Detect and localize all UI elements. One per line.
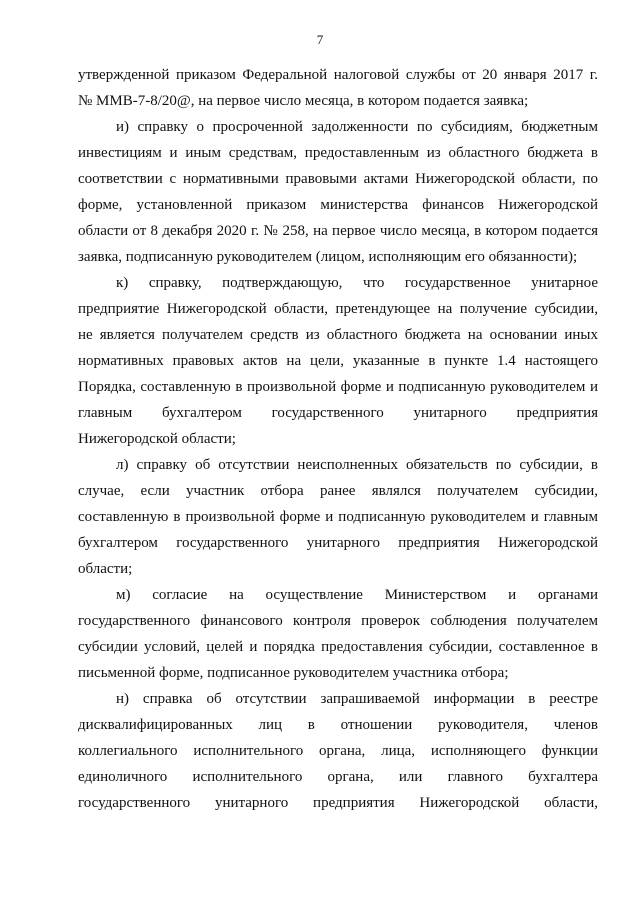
text-line: коллегиального исполнительного органа, лица, исполняющего функции bbox=[78, 743, 598, 759]
text-line: нормативных правовых актов на цели, указанные в пункте 1.4 настоящего bbox=[78, 353, 598, 369]
text-line: государственного финансового контроля проверок соблюдения получателем bbox=[78, 613, 598, 629]
text-line: предприятие Нижегородской области, претендующее на получение субсидии, bbox=[78, 301, 598, 317]
text-line: единоличного исполнительного органа, или главного бухгалтера bbox=[78, 769, 598, 785]
text-line: заявка, подписанную руководителем (лицом, исполняющим его обязанности); bbox=[78, 249, 578, 265]
text-line: л) справку об отсутствии неисполненных обязательств по субсидии, в bbox=[116, 457, 598, 473]
text-line: Нижегородской области; bbox=[78, 431, 236, 447]
text-line: письменной форме, подписанное руководителем участника отбора; bbox=[78, 665, 509, 681]
text-line: составленную в произвольной форме и подписанную руководителем и главным bbox=[78, 509, 598, 525]
text-line: № ММВ-7-8/20@, на первое число месяца, в котором подается заявка; bbox=[78, 93, 529, 109]
text-line: м) согласие на осуществление Министерством и органами bbox=[116, 587, 598, 603]
text-line: утвержденной приказом Федеральной налоговой службы от 20 января 2017 г. bbox=[78, 67, 598, 83]
page-number: 7 bbox=[316, 32, 324, 47]
text-line: н) справка об отсутствии запрашиваемой информации в реестре bbox=[116, 691, 598, 707]
text-line: случае, если участник отбора ранее являлся получателем субсидии, bbox=[78, 483, 598, 499]
text-line: соответствии с нормативными правовыми актами Нижегородской области, по bbox=[78, 171, 598, 187]
text-line: главным бухгалтером государственного унитарного предприятия bbox=[78, 405, 598, 421]
text-line: Порядка, составленную в произвольной форме и подписанную руководителем и bbox=[78, 379, 598, 395]
text-line: и) справку о просроченной задолженности по субсидиям, бюджетным bbox=[116, 119, 598, 135]
text-line: не является получателем средств из областного бюджета на основании иных bbox=[78, 327, 598, 343]
document-body bbox=[78, 62, 598, 816]
text-line: к) справку, подтверждающую, что государственное унитарное bbox=[116, 275, 598, 291]
text-line: области от 8 декабря 2020 г. № 258, на первое число месяца, в котором подается bbox=[78, 223, 598, 239]
text-line: государственного унитарного предприятия Нижегородской области, bbox=[78, 795, 598, 811]
text-line: бухгалтером государственного унитарного предприятия Нижегородской bbox=[78, 535, 598, 551]
text-line: области; bbox=[78, 561, 133, 577]
text-line: форме, установленной приказом министерства финансов Нижегородской bbox=[78, 197, 598, 213]
text-line: инвестициям и иным средствам, предоставленным из областного бюджета в bbox=[78, 145, 598, 161]
text-line: субсидии условий, целей и порядка предоставления субсидии, составленное в bbox=[78, 639, 598, 655]
text-line: дисквалифицированных лиц в отношении руководителя, членов bbox=[78, 717, 598, 733]
